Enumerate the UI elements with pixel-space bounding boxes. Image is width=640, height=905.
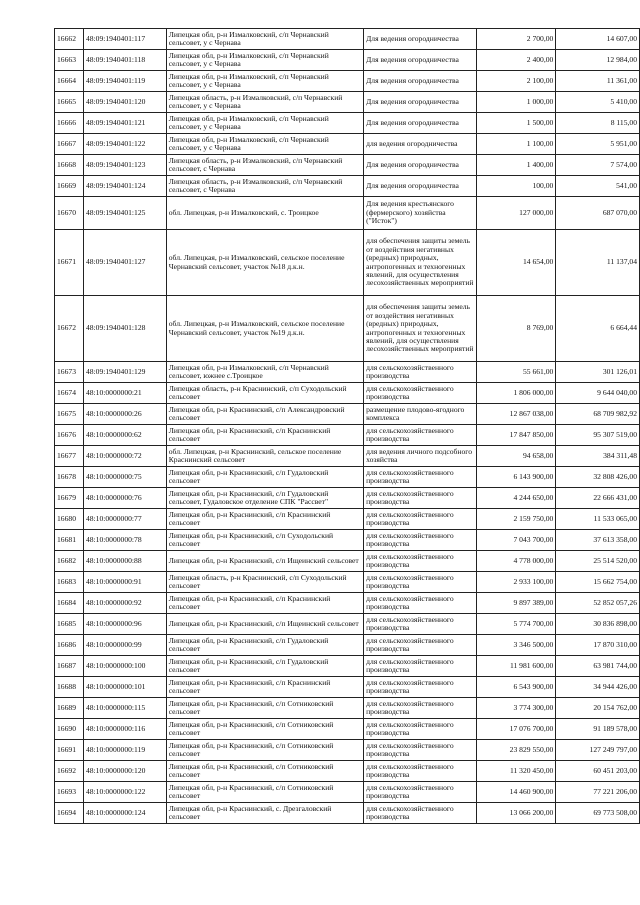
cadastral-number-cell: 48:09:1940401:120 — [83, 92, 166, 113]
address-cell: Липецкая обл, р-н Краснинский, с/п Гудаловский сельсовет — [166, 635, 363, 656]
table-row — [55, 50, 640, 71]
area-value-cell: 3 346 500,00 — [476, 635, 556, 656]
area-value-cell: 1 100,00 — [476, 134, 556, 155]
table-row — [55, 803, 640, 824]
area-value-cell: 3 774 300,00 — [476, 698, 556, 719]
cadastral-value-cell: 12 984,00 — [556, 50, 640, 71]
permitted-use-cell: для сельскохозяйственного производства — [364, 719, 477, 740]
address-cell: Липецкая область, р-н Измалковский, с/п Чернавский сельсовет, с Чернава — [166, 155, 363, 176]
area-value-cell: 100,00 — [476, 176, 556, 197]
row-number-cell: 16677 — [55, 446, 84, 467]
cadastral-value-cell: 127 249 797,00 — [556, 740, 640, 761]
cadastral-number-cell: 48:09:1940401:119 — [83, 71, 166, 92]
row-number-cell: 16672 — [55, 296, 84, 362]
cadastral-value-cell: 5 410,00 — [556, 92, 640, 113]
area-value-cell: 5 774 700,00 — [476, 614, 556, 635]
address-cell: Липецкая обл, р-н Измалковский, с/п Чернавский сельсовет, у с Чернава — [166, 113, 363, 134]
row-number-cell: 16676 — [55, 425, 84, 446]
row-number-cell: 16690 — [55, 719, 84, 740]
cadastral-value-cell: 52 852 057,26 — [556, 593, 640, 614]
cadastral-number-cell: 48:10:0000000:122 — [83, 782, 166, 803]
address-cell: Липецкая обл, р-н Краснинский, с. Дрезгаловский сельсовет — [166, 803, 363, 824]
area-value-cell: 6 143 900,00 — [476, 467, 556, 488]
permitted-use-cell: Для ведения огородничества — [364, 176, 477, 197]
table-row — [55, 551, 640, 572]
cadastral-number-cell: 48:10:0000000:75 — [83, 467, 166, 488]
row-number-cell: 16665 — [55, 92, 84, 113]
cadastral-number-cell: 48:10:0000000:26 — [83, 404, 166, 425]
permitted-use-cell: для сельскохозяйственного производства — [364, 425, 477, 446]
table-row — [55, 383, 640, 404]
row-number-cell: 16691 — [55, 740, 84, 761]
cadastral-number-cell: 48:10:0000000:76 — [83, 488, 166, 509]
area-value-cell: 2 159 750,00 — [476, 509, 556, 530]
area-value-cell: 4 244 650,00 — [476, 488, 556, 509]
permitted-use-cell: Для ведения огородничества — [364, 50, 477, 71]
row-number-cell: 16678 — [55, 467, 84, 488]
permitted-use-cell: для сельскохозяйственного производства — [364, 530, 477, 551]
table-row — [55, 740, 640, 761]
permitted-use-cell: для ведения личного подсобного хозяйства — [364, 446, 477, 467]
row-number-cell: 16694 — [55, 803, 84, 824]
table-row — [55, 155, 640, 176]
cadastral-value-cell: 20 154 762,00 — [556, 698, 640, 719]
permitted-use-cell: Для ведения огородничества — [364, 92, 477, 113]
permitted-use-cell: Для ведения огородничества — [364, 113, 477, 134]
table-row — [55, 572, 640, 593]
cadastral-number-cell: 48:10:0000000:92 — [83, 593, 166, 614]
address-cell: Липецкая область, р-н Измалковский, с/п Чернавский сельсовет, у с Чернава — [166, 92, 363, 113]
row-number-cell: 16686 — [55, 635, 84, 656]
area-value-cell: 11 320 450,00 — [476, 761, 556, 782]
table-row — [55, 176, 640, 197]
area-value-cell: 1 400,00 — [476, 155, 556, 176]
cadastral-value-cell: 6 664,44 — [556, 296, 640, 362]
address-cell: Липецкая обл, р-н Краснинский, с/п Ищеинский сельсовет — [166, 551, 363, 572]
table-row — [55, 761, 640, 782]
row-number-cell: 16670 — [55, 197, 84, 230]
cadastral-number-cell: 48:10:0000000:91 — [83, 572, 166, 593]
address-cell: Липецкая обл, р-н Краснинский, с/п Сотниковский сельсовет — [166, 740, 363, 761]
table-row — [55, 404, 640, 425]
area-value-cell: 14 654,00 — [476, 230, 556, 296]
address-cell: Липецкая обл, р-н Краснинский, с/п Сотниковский сельсовет — [166, 761, 363, 782]
cadastral-number-cell: 48:09:1940401:129 — [83, 362, 166, 383]
cadastral-value-cell: 7 574,00 — [556, 155, 640, 176]
table-row — [55, 719, 640, 740]
table-row — [55, 425, 640, 446]
row-number-cell: 16687 — [55, 656, 84, 677]
area-value-cell: 4 778 000,00 — [476, 551, 556, 572]
cadastral-value-cell: 60 451 203,00 — [556, 761, 640, 782]
cadastral-value-cell: 687 070,00 — [556, 197, 640, 230]
cadastral-value-cell: 11 533 065,00 — [556, 509, 640, 530]
cadastral-value-cell: 25 514 520,00 — [556, 551, 640, 572]
table-row — [55, 446, 640, 467]
cadastral-value-cell: 91 189 578,00 — [556, 719, 640, 740]
area-value-cell: 1 806 000,00 — [476, 383, 556, 404]
address-cell: Липецкая обл, р-н Измалковский, с/п Чернавский сельсовет, у с Чернава — [166, 50, 363, 71]
table-row — [55, 614, 640, 635]
table-row — [55, 134, 640, 155]
cadastral-value-cell: 34 944 426,00 — [556, 677, 640, 698]
row-number-cell: 16674 — [55, 383, 84, 404]
cadastral-number-cell: 48:09:1940401:128 — [83, 296, 166, 362]
permitted-use-cell: для сельскохозяйственного производства — [364, 698, 477, 719]
area-value-cell: 12 867 038,00 — [476, 404, 556, 425]
table-row — [55, 197, 640, 230]
permitted-use-cell: Для ведения крестьянского (фермерского) хозяйства ("Исток") — [364, 197, 477, 230]
area-value-cell: 94 658,00 — [476, 446, 556, 467]
permitted-use-cell: для сельскохозяйственного производства — [364, 761, 477, 782]
permitted-use-cell: для сельскохозяйственного производства — [364, 740, 477, 761]
address-cell: Липецкая обл, р-н Краснинский, с/п Гудаловский сельсовет — [166, 656, 363, 677]
table-row — [55, 467, 640, 488]
cadastral-number-cell: 48:09:1940401:118 — [83, 50, 166, 71]
address-cell: Липецкая обл, р-н Краснинский, с/п Суходольский сельсовет — [166, 530, 363, 551]
permitted-use-cell: для сельскохозяйственного производства — [364, 362, 477, 383]
cadastral-value-cell: 68 709 982,92 — [556, 404, 640, 425]
permitted-use-cell: для сельскохозяйственного производства — [364, 488, 477, 509]
row-number-cell: 16688 — [55, 677, 84, 698]
address-cell: Липецкая область, р-н Измалковский, с/п Чернавский сельсовет, с Чернава — [166, 176, 363, 197]
permitted-use-cell: для сельскохозяйственного производства — [364, 572, 477, 593]
table-row — [55, 509, 640, 530]
cadastral-value-cell: 11 361,00 — [556, 71, 640, 92]
row-number-cell: 16683 — [55, 572, 84, 593]
row-number-cell: 16681 — [55, 530, 84, 551]
area-value-cell: 6 543 900,00 — [476, 677, 556, 698]
area-value-cell: 23 829 550,00 — [476, 740, 556, 761]
address-cell: Липецкая обл, р-н Краснинский, с/п Краснинский сельсовет — [166, 509, 363, 530]
row-number-cell: 16668 — [55, 155, 84, 176]
table-row — [55, 29, 640, 50]
cadastral-number-cell: 48:10:0000000:96 — [83, 614, 166, 635]
cadastral-value-cell: 384 311,48 — [556, 446, 640, 467]
table-row — [55, 677, 640, 698]
address-cell: обл. Липецкая, р-н Измалковский, сельское поселение Чернавский сельсовет, участок №18 д.к.н. — [166, 230, 363, 296]
permitted-use-cell: для сельскохозяйственного производства — [364, 656, 477, 677]
permitted-use-cell: Для ведения огородничества — [364, 71, 477, 92]
address-cell: Липецкая обл, р-н Краснинский, с/п Краснинский сельсовет — [166, 677, 363, 698]
cadastral-value-cell: 63 981 744,00 — [556, 656, 640, 677]
cadastral-number-cell: 48:09:1940401:123 — [83, 155, 166, 176]
address-cell: Липецкая обл, р-н Измалковский, с/п Чернавский сельсовет, у с Чернава — [166, 29, 363, 50]
cadastral-value-cell: 32 808 426,00 — [556, 467, 640, 488]
cadastral-value-cell: 11 137,04 — [556, 230, 640, 296]
row-number-cell: 16679 — [55, 488, 84, 509]
cadastral-value-cell: 22 666 431,00 — [556, 488, 640, 509]
cadastral-number-cell: 48:09:1940401:117 — [83, 29, 166, 50]
cadastral-number-cell: 48:10:0000000:99 — [83, 635, 166, 656]
cadastral-value-cell: 77 221 206,00 — [556, 782, 640, 803]
table-row — [55, 92, 640, 113]
table-body — [55, 29, 640, 824]
row-number-cell: 16662 — [55, 29, 84, 50]
row-number-cell: 16664 — [55, 71, 84, 92]
table-row — [55, 113, 640, 134]
cadastral-number-cell: 48:10:0000000:115 — [83, 698, 166, 719]
address-cell: Липецкая обл, р-н Краснинский, с/п Ищеинский сельсовет — [166, 614, 363, 635]
permitted-use-cell: для ведения огородничества — [364, 134, 477, 155]
permitted-use-cell: для сельскохозяйственного производства — [364, 635, 477, 656]
area-value-cell: 55 661,00 — [476, 362, 556, 383]
row-number-cell: 16692 — [55, 761, 84, 782]
area-value-cell: 17 076 700,00 — [476, 719, 556, 740]
area-value-cell: 127 000,00 — [476, 197, 556, 230]
row-number-cell: 16682 — [55, 551, 84, 572]
address-cell: Липецкая обл, р-н Краснинский, с/п Краснинский сельсовет — [166, 425, 363, 446]
row-number-cell: 16671 — [55, 230, 84, 296]
row-number-cell: 16663 — [55, 50, 84, 71]
cadastral-number-cell: 48:10:0000000:72 — [83, 446, 166, 467]
cadastral-number-cell: 48:10:0000000:124 — [83, 803, 166, 824]
row-number-cell: 16673 — [55, 362, 84, 383]
permitted-use-cell: для сельскохозяйственного производства — [364, 551, 477, 572]
cadastral-number-cell: 48:09:1940401:122 — [83, 134, 166, 155]
row-number-cell: 16675 — [55, 404, 84, 425]
address-cell: Липецкая обл, р-н Измалковский, с/п Чернавский сельсовет, южнее с.Троицкое — [166, 362, 363, 383]
permitted-use-cell: Для ведения огородничества — [364, 155, 477, 176]
address-cell: Липецкая обл, р-н Измалковский, с/п Чернавский сельсовет, у с Чернава — [166, 134, 363, 155]
area-value-cell: 17 847 850,00 — [476, 425, 556, 446]
cadastral-value-cell: 9 644 040,00 — [556, 383, 640, 404]
permitted-use-cell: размещение плодово-ягодного комплекса — [364, 404, 477, 425]
address-cell: Липецкая область, р-н Краснинский, с/п Суходольский сельсовет — [166, 383, 363, 404]
land-registry-table — [54, 28, 640, 824]
permitted-use-cell: для сельскохозяйственного производства — [364, 803, 477, 824]
table-row — [55, 530, 640, 551]
address-cell: обл. Липецкая, р-н Измалковский, с. Троицкое — [166, 197, 363, 230]
cadastral-value-cell: 95 307 519,00 — [556, 425, 640, 446]
cadastral-number-cell: 48:10:0000000:116 — [83, 719, 166, 740]
cadastral-number-cell: 48:10:0000000:101 — [83, 677, 166, 698]
permitted-use-cell: Для ведения огородничества — [364, 29, 477, 50]
area-value-cell: 8 769,00 — [476, 296, 556, 362]
table-row — [55, 230, 640, 296]
address-cell: Липецкая обл, р-н Краснинский, с/п Сотниковский сельсовет — [166, 698, 363, 719]
cadastral-number-cell: 48:09:1940401:121 — [83, 113, 166, 134]
row-number-cell: 16684 — [55, 593, 84, 614]
row-number-cell: 16693 — [55, 782, 84, 803]
area-value-cell: 2 700,00 — [476, 29, 556, 50]
table-row — [55, 656, 640, 677]
table-row — [55, 593, 640, 614]
row-number-cell: 16666 — [55, 113, 84, 134]
table-row — [55, 698, 640, 719]
area-value-cell: 14 460 900,00 — [476, 782, 556, 803]
cadastral-value-cell: 14 607,00 — [556, 29, 640, 50]
table-row — [55, 296, 640, 362]
permitted-use-cell: для сельскохозяйственного производства — [364, 677, 477, 698]
address-cell: Липецкая область, р-н Краснинский, с/п Суходольский сельсовет — [166, 572, 363, 593]
row-number-cell: 16685 — [55, 614, 84, 635]
address-cell: Липецкая обл, р-н Краснинский, с/п Гудаловский сельсовет, Гудаловское отделение СПК "Рассвет" — [166, 488, 363, 509]
table-row — [55, 71, 640, 92]
area-value-cell: 2 400,00 — [476, 50, 556, 71]
address-cell: Липецкая обл, р-н Краснинский, с/п Краснинский сельсовет — [166, 593, 363, 614]
area-value-cell: 2 933 100,00 — [476, 572, 556, 593]
permitted-use-cell: для сельскохозяйственного производства — [364, 614, 477, 635]
area-value-cell: 1 500,00 — [476, 113, 556, 134]
cadastral-number-cell: 48:10:0000000:78 — [83, 530, 166, 551]
address-cell: Липецкая обл, р-н Краснинский, с/п Александровский сельсовет — [166, 404, 363, 425]
permitted-use-cell: для обеспечения защиты земель от воздействия негативных (вредных) природных, антропогенных и техногенных явлений, для осуществления лесохозяйственных мероприятий — [364, 296, 477, 362]
cadastral-value-cell: 15 662 754,00 — [556, 572, 640, 593]
cadastral-number-cell: 48:10:0000000:100 — [83, 656, 166, 677]
table-row — [55, 488, 640, 509]
cadastral-number-cell: 48:09:1940401:127 — [83, 230, 166, 296]
permitted-use-cell: для сельскохозяйственного производства — [364, 782, 477, 803]
cadastral-value-cell: 17 870 310,00 — [556, 635, 640, 656]
address-cell: Липецкая обл, р-н Краснинский, с/п Сотниковский сельсовет — [166, 719, 363, 740]
cadastral-number-cell: 48:10:0000000:62 — [83, 425, 166, 446]
area-value-cell: 7 043 700,00 — [476, 530, 556, 551]
permitted-use-cell: для сельскохозяйственного производства — [364, 383, 477, 404]
cadastral-value-cell: 5 951,00 — [556, 134, 640, 155]
area-value-cell: 2 100,00 — [476, 71, 556, 92]
permitted-use-cell: для сельскохозяйственного производства — [364, 467, 477, 488]
area-value-cell: 9 897 389,00 — [476, 593, 556, 614]
cadastral-value-cell: 30 836 898,00 — [556, 614, 640, 635]
cadastral-number-cell: 48:10:0000000:88 — [83, 551, 166, 572]
area-value-cell: 13 066 200,00 — [476, 803, 556, 824]
permitted-use-cell: для сельскохозяйственного производства — [364, 509, 477, 530]
cadastral-value-cell: 8 115,00 — [556, 113, 640, 134]
table-row — [55, 362, 640, 383]
address-cell: обл. Липецкая, р-н Краснинский, сельское поселение Краснинский сельсовет — [166, 446, 363, 467]
cadastral-number-cell: 48:09:1940401:124 — [83, 176, 166, 197]
cadastral-number-cell: 48:10:0000000:21 — [83, 383, 166, 404]
address-cell: обл. Липецкая, р-н Измалковский, сельское поселение Чернавский сельсовет, участок №19 д.к.н. — [166, 296, 363, 362]
row-number-cell: 16667 — [55, 134, 84, 155]
permitted-use-cell: для обеспечения защиты земель от воздействия негативных (вредных) природных, антропогенных и техногенных явлений, для осуществления лесохозяйственных мероприятий — [364, 230, 477, 296]
cadastral-number-cell: 48:10:0000000:120 — [83, 761, 166, 782]
cadastral-value-cell: 69 773 508,00 — [556, 803, 640, 824]
row-number-cell: 16689 — [55, 698, 84, 719]
cadastral-number-cell: 48:09:1940401:125 — [83, 197, 166, 230]
cadastral-number-cell: 48:10:0000000:119 — [83, 740, 166, 761]
cadastral-value-cell: 541,00 — [556, 176, 640, 197]
cadastral-number-cell: 48:10:0000000:77 — [83, 509, 166, 530]
row-number-cell: 16680 — [55, 509, 84, 530]
cadastral-value-cell: 301 126,01 — [556, 362, 640, 383]
area-value-cell: 11 981 600,00 — [476, 656, 556, 677]
permitted-use-cell: для сельскохозяйственного производства — [364, 593, 477, 614]
row-number-cell: 16669 — [55, 176, 84, 197]
table-row — [55, 635, 640, 656]
table-row — [55, 782, 640, 803]
address-cell: Липецкая обл, р-н Краснинский, с/п Сотниковский сельсовет — [166, 782, 363, 803]
address-cell: Липецкая обл, р-н Измалковский, с/п Чернавский сельсовет, у с Чернава — [166, 71, 363, 92]
address-cell: Липецкая обл, р-н Краснинский, с/п Гудаловский сельсовет — [166, 467, 363, 488]
cadastral-value-cell: 37 613 358,00 — [556, 530, 640, 551]
area-value-cell: 1 000,00 — [476, 92, 556, 113]
